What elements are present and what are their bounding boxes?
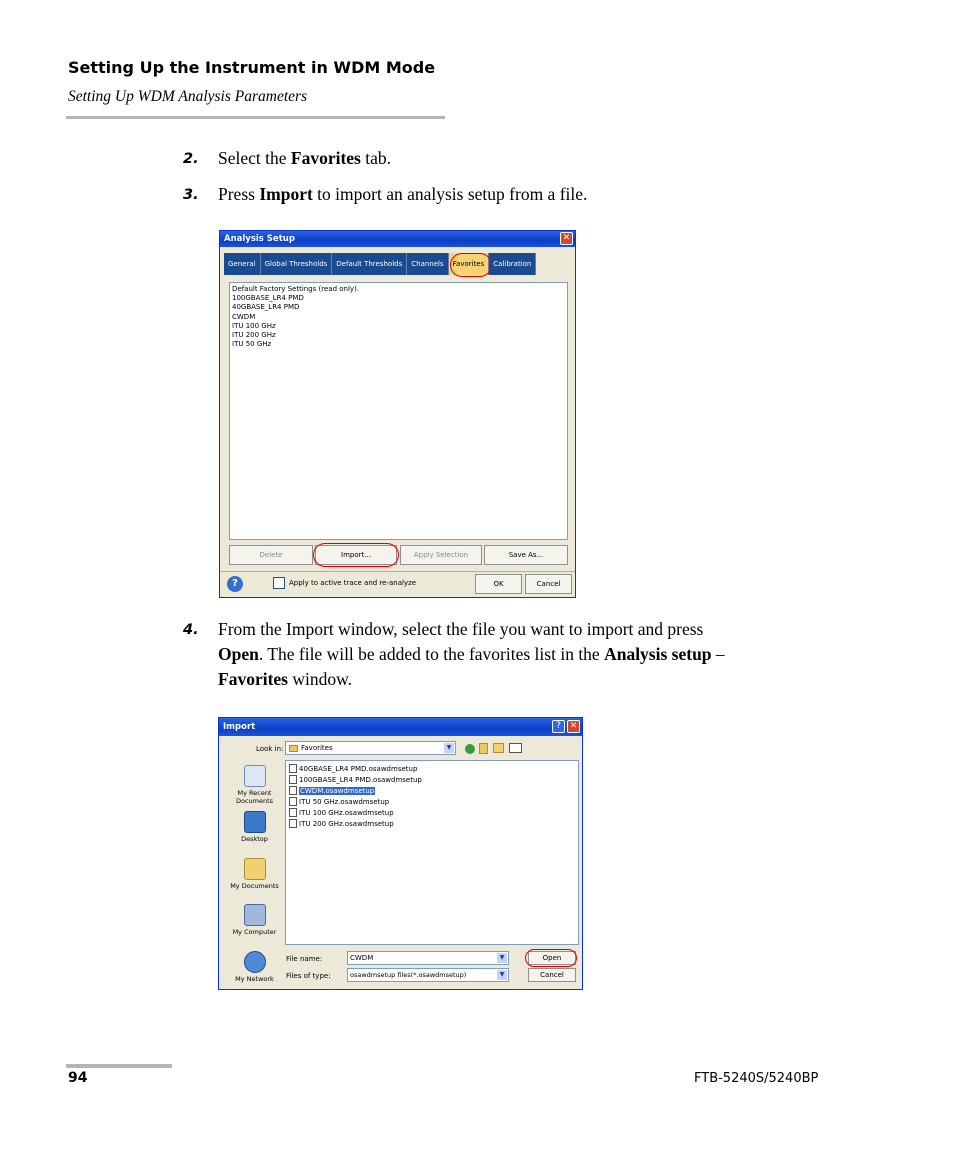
product-name: FTB-5240S/5240BP	[694, 1071, 819, 1086]
file-name-label: File name:	[286, 955, 323, 963]
look-in-select[interactable]	[285, 741, 456, 755]
step-4	[0, 617, 954, 697]
file-type-select[interactable]	[347, 968, 509, 982]
file-row[interactable]: ITU 200 GHz.osawdmsetup	[289, 818, 575, 829]
file-row[interactable]: 40GBASE_LR4 PMD.osawdmsetup	[289, 763, 575, 774]
file-icon	[289, 775, 297, 784]
cancel-button[interactable]: Cancel	[525, 574, 572, 594]
step-text: From the Import window, select the file you want to import and press Open. The file will be added to the favorites list in the Analysis setup – Favorites window.	[218, 619, 725, 689]
view-menu-icon[interactable]	[509, 743, 522, 753]
tab-global-thresholds[interactable]: Global Thresholds	[261, 253, 333, 275]
place-recent-documents[interactable]: My Recent Documents	[223, 765, 286, 805]
step-number: 2.	[183, 151, 199, 167]
chevron-down-icon[interactable]: ▼	[444, 743, 454, 753]
list-item[interactable]: 100GBASE_LR4 PMD	[232, 294, 304, 303]
file-name-value: CWDM	[350, 954, 374, 962]
favorites-highlight	[450, 253, 492, 277]
file-icon	[289, 808, 297, 817]
file-row-selected[interactable]: CWDM.osawdmsetup	[289, 785, 575, 796]
save-as-button[interactable]: Save As...	[484, 545, 568, 565]
section-subtitle: Setting Up WDM Analysis Parameters	[68, 88, 308, 105]
favorites-list[interactable]	[229, 282, 568, 540]
open-highlight	[525, 949, 577, 967]
up-folder-icon[interactable]	[479, 743, 488, 754]
header-rule	[66, 116, 445, 119]
step-number: 4.	[183, 622, 199, 638]
file-icon	[289, 764, 297, 773]
close-icon[interactable]: ✕	[567, 720, 580, 733]
new-folder-icon[interactable]	[493, 743, 504, 753]
open-button[interactable]: Open	[528, 951, 576, 965]
dialog-titlebar: Analysis Setup	[220, 231, 575, 247]
list-item[interactable]: ITU 100 GHz	[232, 321, 276, 330]
file-row[interactable]: ITU 100 GHz.osawdmsetup	[289, 807, 575, 818]
back-icon[interactable]	[465, 744, 475, 754]
tab-channels[interactable]: Channels	[407, 253, 448, 275]
list-item[interactable]: Default Factory Settings (read only).	[232, 285, 360, 293]
close-icon[interactable]: ✕	[560, 232, 573, 245]
list-item[interactable]: ITU 200 GHz	[232, 331, 276, 340]
my-computer-icon	[244, 904, 266, 926]
file-icon	[289, 797, 297, 806]
footer-rule	[66, 1064, 172, 1068]
file-list[interactable]	[285, 760, 579, 945]
place-desktop[interactable]: Desktop	[223, 811, 286, 843]
file-type-label: Files of type:	[286, 972, 331, 980]
analysis-setup-dialog	[219, 230, 576, 598]
import-highlight	[313, 543, 399, 567]
list-item[interactable]: 40GBASE_LR4 PMD	[232, 303, 300, 312]
tab-calibration[interactable]: Calibration	[489, 253, 536, 275]
file-icon	[289, 819, 297, 828]
file-icon	[289, 786, 297, 795]
import-button[interactable]: Import...	[315, 545, 397, 565]
cancel-button[interactable]: Cancel	[528, 968, 576, 982]
my-documents-icon	[244, 858, 266, 880]
tab-favorites[interactable]: Favorites	[449, 253, 490, 275]
my-network-icon	[244, 951, 266, 973]
recent-documents-icon	[244, 765, 266, 787]
reanalyze-label: Apply to active trace and re-analyze	[289, 579, 417, 587]
import-dialog	[218, 717, 583, 990]
desktop-icon	[244, 811, 266, 833]
file-type-value: osawdmsetup files(*.osawdmsetup)	[350, 971, 467, 979]
section-title: Setting Up the Instrument in WDM Mode	[68, 58, 436, 77]
step-text: Select the Favorites tab.	[218, 148, 392, 168]
look-in-value: Favorites	[301, 744, 333, 752]
look-in-label: Look in:	[256, 745, 284, 753]
step-text: Press Import to import an analysis setup from a file.	[218, 184, 588, 204]
file-row[interactable]: ITU 50 GHz.osawdmsetup	[289, 796, 575, 807]
folder-icon	[289, 745, 298, 752]
list-item[interactable]: ITU 50 GHz	[232, 340, 272, 349]
step-2	[0, 146, 954, 171]
delete-button[interactable]: Delete	[229, 545, 313, 565]
file-row[interactable]: 100GBASE_LR4 PMD.osawdmsetup	[289, 774, 575, 785]
place-my-documents[interactable]: My Documents	[223, 858, 286, 890]
reanalyze-checkbox[interactable]	[273, 577, 285, 589]
help-icon[interactable]: ?	[227, 576, 243, 592]
step-number: 3.	[183, 187, 199, 203]
chevron-down-icon[interactable]: ▼	[497, 970, 507, 980]
ok-button[interactable]: OK	[475, 574, 522, 594]
tab-default-thresholds[interactable]: Default Thresholds	[332, 253, 407, 275]
places-bar	[223, 760, 286, 985]
place-my-computer[interactable]: My Computer	[223, 904, 286, 936]
place-my-network[interactable]: My Network	[223, 951, 286, 983]
file-name-input[interactable]	[347, 951, 509, 965]
step-3	[0, 182, 954, 207]
apply-selection-button[interactable]: Apply Selection	[400, 545, 482, 565]
divider	[220, 571, 575, 572]
page-number: 94	[68, 1070, 88, 1086]
list-item[interactable]: CWDM	[232, 312, 256, 321]
chevron-down-icon[interactable]: ▼	[497, 953, 507, 963]
tab-general[interactable]: General	[224, 253, 261, 275]
help-icon[interactable]: ?	[552, 720, 565, 733]
dialog-titlebar: Import	[219, 718, 582, 736]
